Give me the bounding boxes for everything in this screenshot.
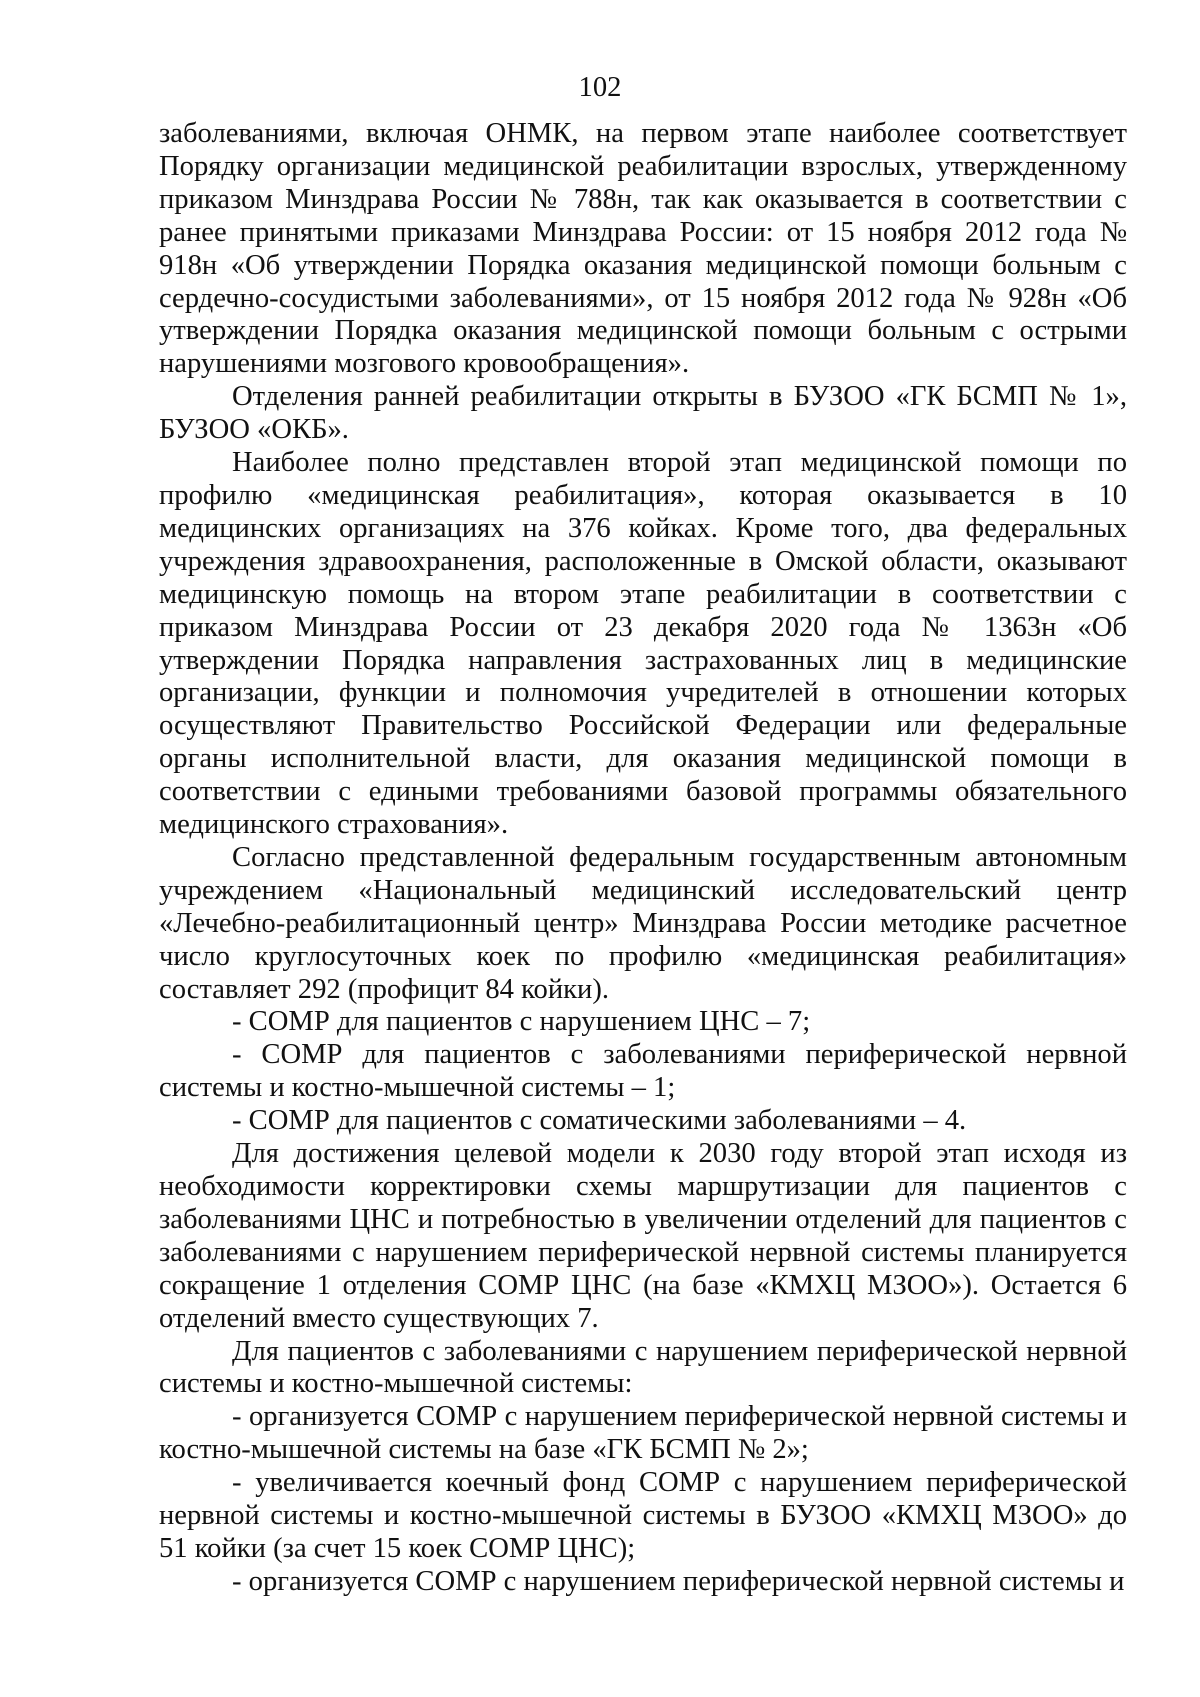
paragraph-target-model: Для достижения целевой модели к 2030 году второй этап исходя из необходимости корректировки схемы маршрутизации для пациентов с заболеваниями ЦНС и потребностью в увеличении отделений для пациентов с заболеваниями с нарушением периферической нервной системы планируется сокращение 1 отделения СОМР ЦНС (на базе «КМХЦ МЗОО»). Остается 6 отделений вместо существующих 7. xyxy=(159,1138,1127,1334)
document-body xyxy=(159,118,1127,1599)
list-item-organize-continuation: - организуется СОМР с нарушением периферической нервной системы и xyxy=(232,1565,1125,1597)
paragraph-peripheral-patients: Для пациентов с заболеваниями с нарушением периферической нервной системы и костно-мышечной системы: xyxy=(159,1335,1127,1400)
paragraph-bed-calculation: Согласно представленной федеральным государственным автономным учреждением «Национальный медицинский исследовательский центр «Лечебно-реабилитационный центр» Минздрава России методике расчетное число круглосуточных коек по профилю «медицинская реабилитация» составляет 292 (профицит 84 койки). xyxy=(159,841,1127,1005)
list-item-organize-bsmp2: - организуется СОМР с нарушением периферической нервной системы и костно-мышечной системы на базе «ГК БСМП № 2»; xyxy=(159,1401,1127,1466)
paragraph-second-stage: Наиболее полно представлен второй этап медицинской помощи по профилю «медицинская реабилитация», которая оказывается в 10 медицинских организациях на 376 койках. Кроме того, два федеральных учреждения здравоохранения, расположенные в Омской области, оказывают медицинскую помощь на втором этапе реабилитации в соответствии с приказом Минздрава России от 23 декабря 2020 года № 1363н «Об утверждении Порядка направления застрахованных лиц в медицинские организации, функции и полномочия учредителей в отношении которых осуществляют Правительство Российской Федерации или федеральные органы исполнительной власти, для оказания медицинской помощи в соответствии с едиными требованиями базовой программы обязательного медицинского страхования». xyxy=(159,447,1127,841)
list-item-peripheral: - СОМР для пациентов с заболеваниями периферической нервной системы и костно-мышечной системы – 1; xyxy=(159,1039,1127,1104)
list-item-increase-kmhc: - увеличивается коечный фонд СОМР с нарушением периферической нервной системы и костно-мышечной системы в БУЗОО «КМХЦ МЗОО» до 51 койки (за счет 15 коек СОМР ЦНС); xyxy=(159,1467,1127,1564)
paragraph-continuation: заболеваниями, включая ОНМК, на первом этапе наиболее соответствует Порядку организации медицинской реабилитации взрослых, утвержденному приказом Минздрава России № 788н, так как оказывается в соответствии с ранее принятыми приказами Минздрава России: от 15 ноября 2012 года № 918н «Об утверждении Порядка оказания медицинской помощи больным с сердечно-сосудистыми заболеваниями», от 15 ноября 2012 года № 928н «Об утверждении Порядка оказания медицинской помощи больным с острыми нарушениями мозгового кровообращения». xyxy=(159,118,1127,380)
paragraph-early-rehab-departments: Отделения ранней реабилитации открыты в БУЗОО «ГК БСМП № 1», БУЗОО «ОКБ». xyxy=(159,381,1127,446)
list-item-cns: - СОМР для пациентов с нарушением ЦНС – 7; xyxy=(232,1006,811,1038)
list-item-somatic: - СОМР для пациентов с соматическими заболеваниями – 4. xyxy=(232,1105,967,1137)
page-number: 102 xyxy=(578,72,622,103)
